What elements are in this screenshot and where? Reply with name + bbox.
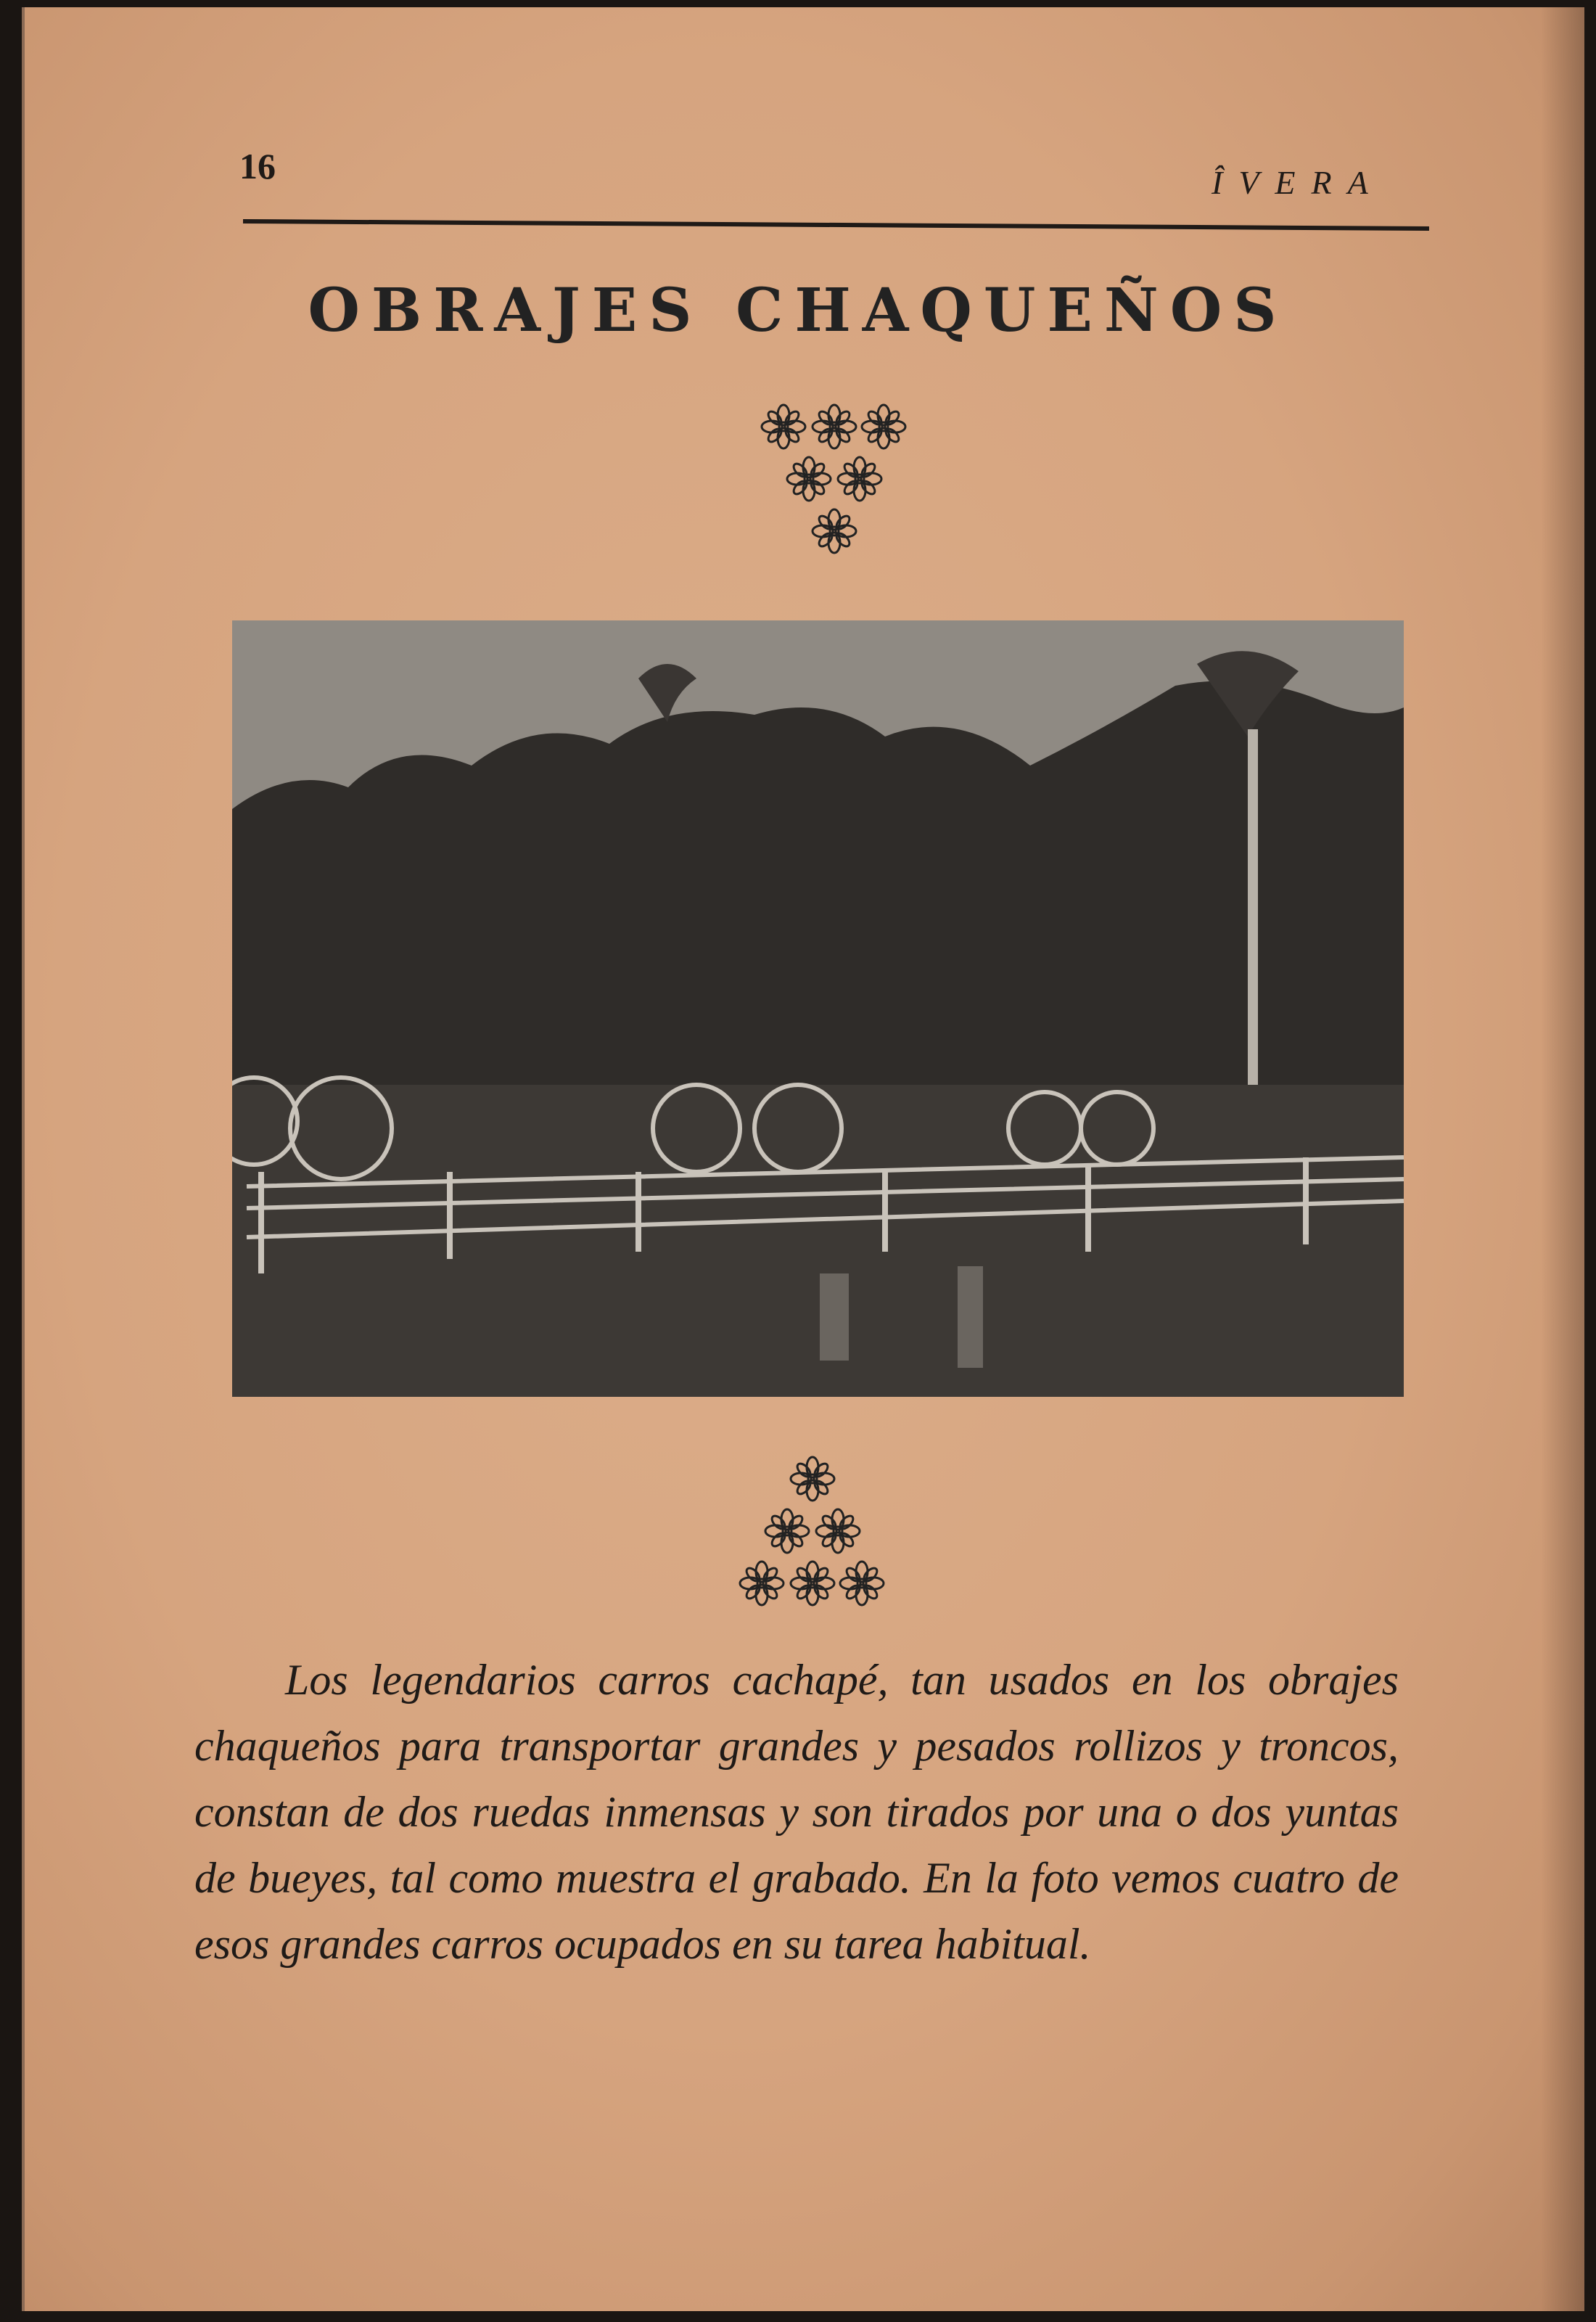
flower-ornament-top <box>754 399 914 559</box>
article-title: OBRAJES CHAQUEÑOS <box>308 276 1288 345</box>
photo-caption-paragraph: Los legendarios carros cachapé, tan usados en los obrajes chaqueños para transportar grandes y pesados rollizos y troncos, constan de dos ruedas inmensas y son tirados por una o dos yuntas de bueyes, tal como muestra el grabado. En la foto vemos cuatro de esos grandes carros ocupados en su tarea habitual. <box>194 1656 1399 1968</box>
running-title: ÎVERA <box>1212 164 1384 201</box>
flower-ornament-bottom <box>733 1451 892 1611</box>
page-spine-shadow <box>1541 7 1584 2311</box>
photograph-ox-carts-in-forest <box>232 620 1404 1397</box>
page-number: 16 <box>239 146 276 186</box>
